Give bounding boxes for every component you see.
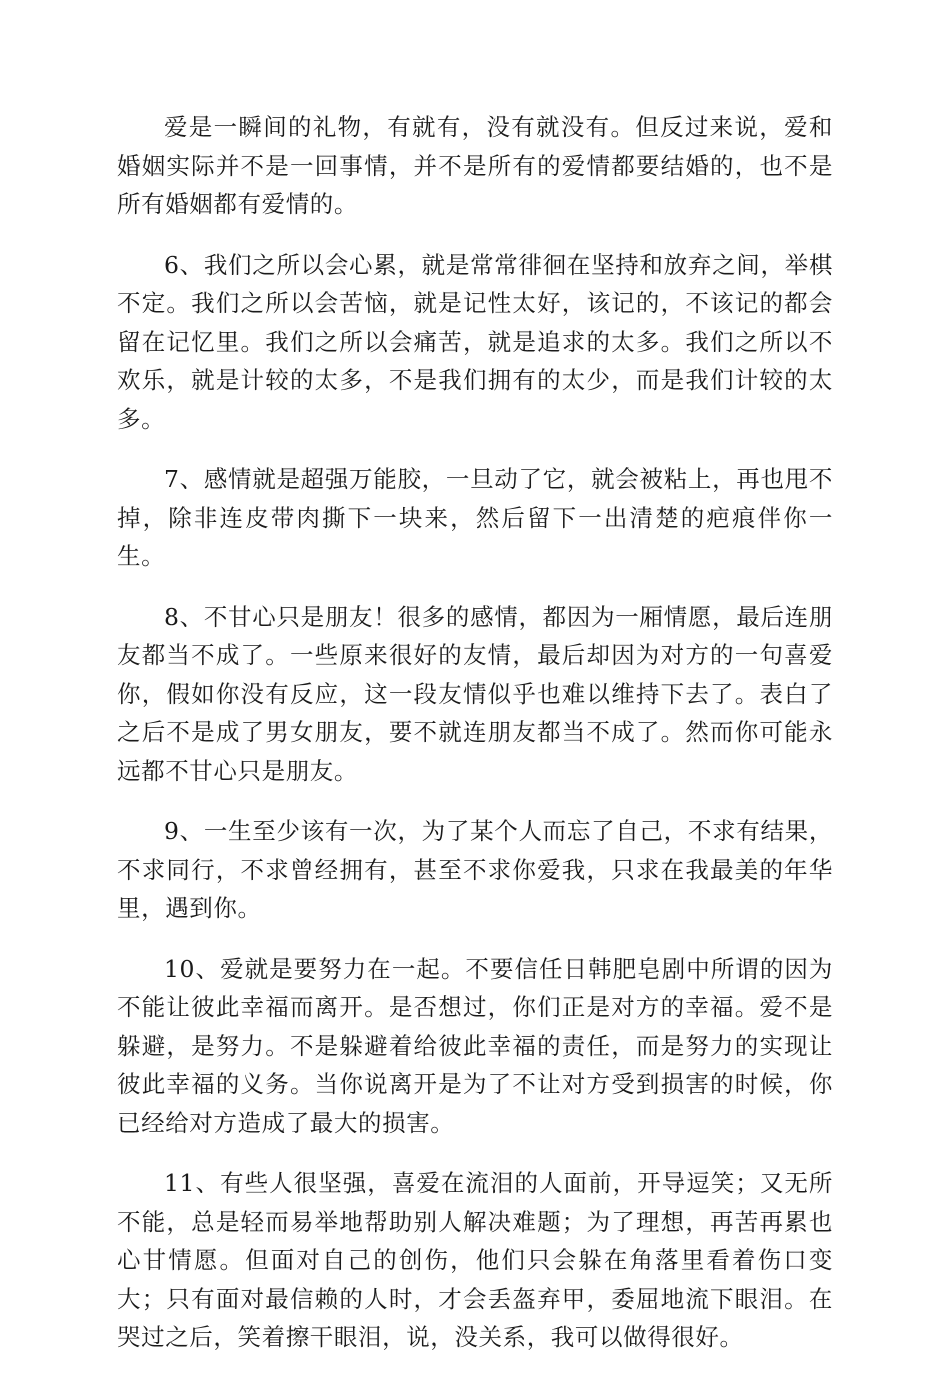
paragraph-6: 6、我们之所以会心累，就是常常徘徊在坚持和放弃之间，举棋不定。我们之所以会苦恼，就是记性太好，该记的，不该记的都会留在记忆里。我们之所以会痛苦，就是追求的太多。我们之所以不欢乐，就是计较的太多，不是我们拥有的太少，而是我们计较的太多。 xyxy=(117,250,833,433)
paragraph-8: 8、不甘心只是朋友！很多的感情，都因为一厢情愿，最后连朋友都当不成了。一些原来很好的友情，最后却因为对方的一句喜爱你，假如你没有反应，这一段友情似乎也难以维持下去了。表白了之后不是成了男女朋友，要不就连朋友都当不成了。然而你可能永远都不甘心只是朋友。 xyxy=(117,602,833,785)
paragraph-11: 11、有些人很坚强，喜爱在流泪的人面前，开导逗笑；又无所不能，总是轻而易举地帮助别人解决难题；为了理想，再苦再累也心甘情愿。但面对自己的创伤，他们只会躲在角落里看着伤口变大；只有面对最信赖的人时，才会丢盔弃甲，委屈地流下眼泪。在哭过之后，笑着擦干眼泪，说，没关系，我可以做得很好。 xyxy=(117,1169,833,1351)
document-body xyxy=(117,108,833,1379)
paragraph-10: 10、爱就是要努力在一起。不要信任日韩肥皂剧中所谓的因为不能让彼此幸福而离开。是否想过，你们正是对方的幸福。爱不是躲避，是努力。不是躲避着给彼此幸福的责任，而是努力的实现让彼此幸福的义务。当你说离开是为了不让对方受到损害的时候，你已经给对方造成了最大的损害。 xyxy=(117,954,833,1137)
paragraph-9: 9、一生至少该有一次，为了某个人而忘了自己，不求有结果，不求同行，不求曾经拥有，甚至不求你爱我，只求在我最美的年华里，遇到你。 xyxy=(117,817,833,922)
paragraph-7: 7、感情就是超强万能胶，一旦动了它，就会被粘上，再也甩不掉，除非连皮带肉撕下一块来，然后留下一出清楚的疤痕伴你一生。 xyxy=(117,465,833,570)
paragraph-love-gift: 爱是一瞬间的礼物，有就有，没有就没有。但反过来说，爱和婚姻实际并不是一回事情，并不是所有的爱情都要结婚的，也不是所有婚姻都有爱情的。 xyxy=(117,113,833,218)
